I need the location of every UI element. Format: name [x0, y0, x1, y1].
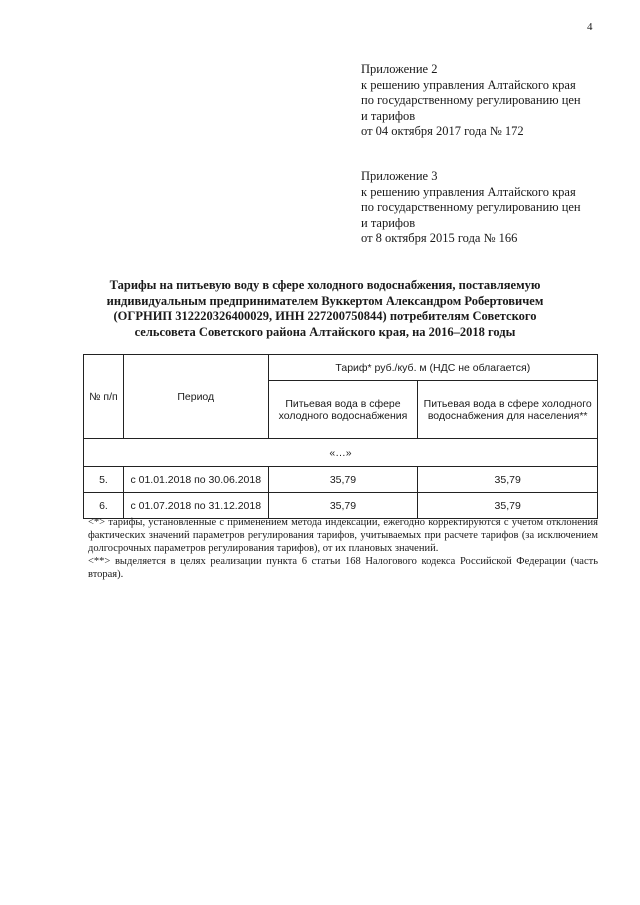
appendix-line: от 8 октября 2015 года № 166 — [361, 231, 518, 245]
table-row — [84, 467, 598, 493]
ellipsis-cell: «…» — [84, 439, 598, 467]
footnotes — [88, 516, 598, 581]
row-drinking-tariff: 35,79 — [268, 493, 418, 519]
page-number: 4 — [587, 21, 593, 33]
appendix-line: по государственному регулированию цен — [361, 93, 581, 107]
header-period: Период — [123, 355, 268, 439]
row-population-tariff: 35,79 — [418, 467, 598, 493]
appendix-line: от 04 октября 2017 года № 172 — [361, 124, 524, 138]
appendix-line: Приложение 3 — [361, 169, 438, 183]
appendix-line: к решению управления Алтайского края — [361, 184, 576, 199]
row-num: 6. — [84, 493, 124, 519]
row-num: 5. — [84, 467, 124, 493]
footnote-2: <**> выделяется в целях реализации пункта 6 статьи 168 Налогового кодекса Российской Федерации (часть вторая). — [88, 556, 598, 580]
appendix-2-header — [361, 62, 581, 140]
title-line: сельсовета Советского района Алтайского края, на 2016–2018 годы — [134, 324, 516, 339]
header-tariff-group: Тариф* руб./куб. м (НДС не облагается) — [268, 355, 597, 381]
title-line: Тарифы на питьевую воду в сфере холодного водоснабжения, поставляемую — [109, 278, 541, 292]
appendix-line: Приложение 2 — [361, 62, 438, 76]
header-drinking-water: Питьевая вода в сфере холодного водоснабжения — [268, 381, 418, 439]
header-num: № п/п — [84, 355, 124, 439]
appendix-line: по государственному регулированию цен — [361, 200, 581, 214]
table-header-row — [84, 355, 598, 381]
appendix-line: и тарифов — [361, 108, 416, 123]
table-row — [84, 493, 598, 519]
row-period: с 01.01.2018 по 30.06.2018 — [123, 467, 268, 493]
row-population-tariff: 35,79 — [418, 493, 598, 519]
appendix-line: к решению управления Алтайского края — [361, 77, 576, 92]
appendix-line: и тарифов — [361, 215, 416, 230]
header-drinking-water-population: Питьевая вода в сфере холодного водоснабжения для населения** — [418, 381, 598, 439]
row-period: с 01.07.2018 по 31.12.2018 — [123, 493, 268, 519]
footnote-1: <*> тарифы, установленные с применением метода индексации, ежегодно корректируются с учетом отклонения фактических значений параметров регулирования тарифов, учитываемых при расчете тарифов (за исключением долгосрочных параметров регулирования тарифов), от их плановых значений. — [88, 517, 598, 554]
row-drinking-tariff: 35,79 — [268, 467, 418, 493]
document-title — [90, 278, 560, 340]
appendix-3-header — [361, 169, 581, 247]
tariff-table — [83, 354, 598, 519]
title-line: индивидуальным предпринимателем Вуккертом Александром Робертовичем — [106, 293, 544, 308]
table-ellipsis-row — [84, 439, 598, 467]
title-line: (ОГРНИП 312220326400029, ИНН 227200750844) потребителям Советского — [113, 309, 537, 323]
